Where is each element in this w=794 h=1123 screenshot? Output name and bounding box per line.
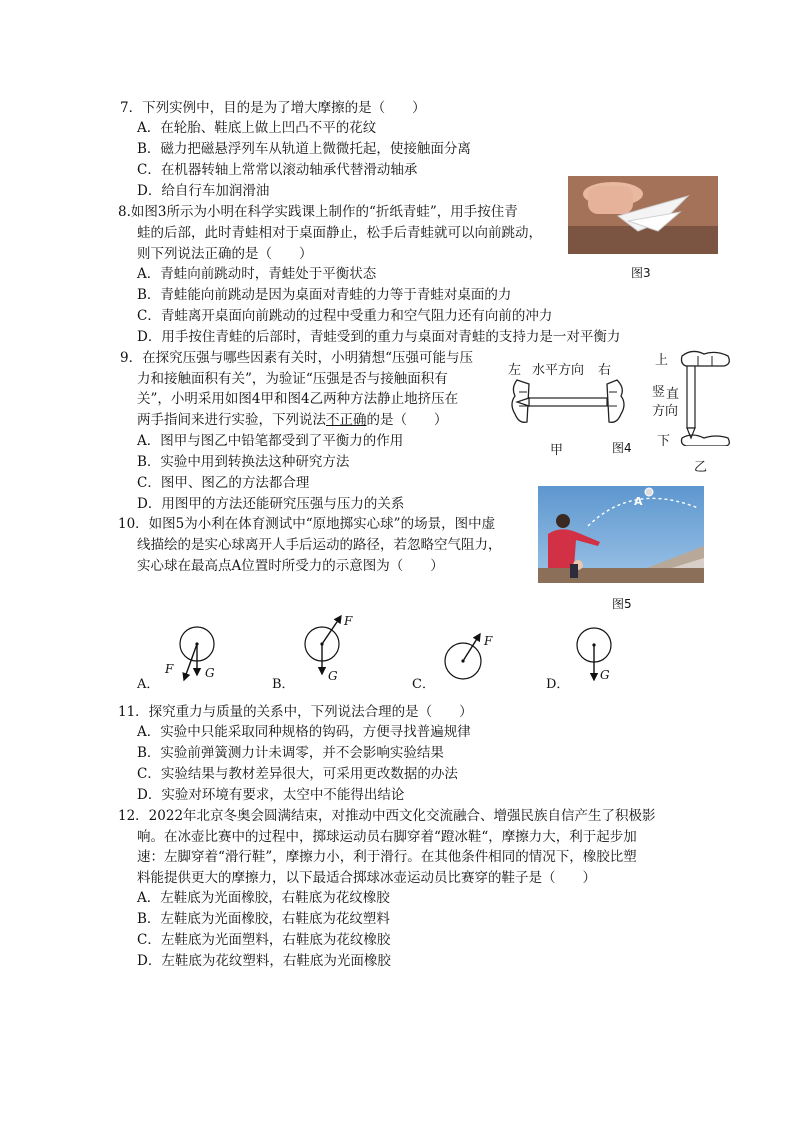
q12-option-c: C．左鞋底为光面塑料，右鞋底为花纹橡胶 [137,932,391,948]
figure-3-caption: 图3 [631,266,651,280]
q10-a-force-g: G [205,666,215,680]
q9-stem-line4-part1: 两手指间来进行实验，下列说法 [137,412,326,428]
fig4-down-label: 下 [657,434,671,449]
fig4-yi-label: 乙 [694,460,708,475]
q12-option-a: A．左鞋底为光面橡胶，右鞋底为花纹橡胶 [137,890,390,906]
q10-stem-line1: 10．如图5为小利在体育测试中“原地掷实心球”的场景，图中虚 [118,516,496,532]
q9-stem-underlined: 不正确 [326,412,367,428]
q8-option-b: B．青蛙能向前跳动是因为桌面对青蛙的力等于青蛙对桌面的力 [137,287,512,303]
fig4-right-label: 右 [598,363,612,378]
fig4-up-label: 上 [655,353,669,368]
q10-d-force-g: G [600,668,610,682]
q8-stem-line2: 蛙的后部，此时青蛙相对于桌面静止，松手后青蛙就可以向前跳动， [137,225,542,241]
q12-option-d: D．左鞋底为花纹塑料，右鞋底为光面橡胶 [137,953,391,969]
q11-stem: 11．探究重力与质量的关系中，下列说法合理的是（ ） [118,704,473,720]
q10-b-force-f: F [344,614,353,628]
q9-stem-line1: 9．在探究压强与哪些因素有关时，小明猜想“压强可能与压 [120,350,473,366]
figure-5-photo [538,486,704,583]
q7-option-d: D．给自行车加润滑油 [137,183,270,199]
q10-option-a-label: A． [137,677,160,692]
q7-option-c: C．在机器转轴上常常以滚动轴承代替滑动轴承 [137,162,418,178]
fig4-jia-label: 甲 [550,443,564,458]
q10-stem-line2: 线描绘的是实心球离开人手后运动的路径，若忽略空气阻力， [137,537,502,553]
q10-option-c-label: C． [412,677,435,692]
q9-stem-line4-part2: 的是（ ） [366,412,448,428]
q11-option-c: C．实验结果与教材差异很大，可采用更改数据的办法 [137,766,458,782]
figure-4-caption: 图4 [612,441,632,455]
q12-stem-line3: 速：左脚穿着“滑行鞋”，摩擦力小，利于滑行。在其他条件相同的情况下，橡胶比塑 [137,849,637,865]
q11-option-d: D．实验对环境有要求，太空中不能得出结论 [137,787,405,803]
q10-option-c-diagram [438,628,508,688]
q12-option-b: B．左鞋底为光面橡胶，右鞋底为花纹塑料 [137,911,390,927]
paper-frog-illustration [568,176,718,254]
figure-5-caption: 图5 [612,597,632,611]
fig4-yi-diagram [676,346,736,446]
q12-stem-line2: 响。在冰壶比赛中的过程中，掷球运动员右脚穿着“蹬冰鞋“，摩擦力大，利于起步加 [137,829,637,845]
q12-stem-line4: 料能提供更大的摩擦力，以下最适合掷球冰壶运动员比赛穿的鞋子是（ ） [137,870,596,886]
fig4-vertical-label-1: 竖 [652,385,666,400]
figure-3-photo [568,176,718,254]
q8-stem-line3: 则下列说法正确的是（ ） [137,246,313,262]
q10-stem-line3: 实心球在最高点A位置时所受力的示意图为（ ） [137,558,444,574]
q7-option-a: A．在轮胎、鞋底上做上凹凸不平的花纹 [137,120,377,136]
fig4-vertical-label-3: 方向 [652,404,679,419]
fig5-point-a-label: A [634,495,643,508]
q10-option-a-diagram [160,620,230,690]
q7-option-b: B．磁力把磁悬浮列车从轨道上微微托起，使接触面分离 [137,141,471,157]
q9-stem-line3: 关”，小明采用如图4甲和图4乙两种方法静止地挤压在 [137,391,459,407]
q10-c-force-f: F [484,634,493,648]
q7-stem: 7．下列实例中，目的是为了增大摩擦的是（ ） [120,100,426,116]
q8-stem-line1: 8.如图3所示为小明在科学实践课上制作的“折纸青蛙”，用手按住青 [118,204,518,220]
q8-option-c: C．青蛙离开桌面向前跳动的过程中受重力和空气阻力还有向前的冲力 [137,308,553,324]
shot-put-scene [538,486,704,583]
q10-b-force-g: G [328,669,338,683]
q9-option-a: A．图甲与图乙中铅笔都受到了平衡力的作用 [137,433,404,449]
fig4-left-label: 左 [508,363,522,378]
q10-a-force-f: F [165,662,174,676]
q10-option-b-label: B． [272,677,295,692]
q9-option-b: B．实验中用到转换法这种研究方法 [137,454,350,470]
q8-option-a: A．青蛙向前跳动时，青蛙处于平衡状态 [137,266,377,282]
q9-option-d: D．用图甲的方法还能研究压强与压力的关系 [137,496,405,512]
q9-stem-line2: 力和接触面积有关”，为验证“压强是否与接触面积有 [137,371,448,387]
q9-stem-line4 [137,411,448,429]
fig4-horizontal-label: 水平方向 [532,363,585,378]
fig4-jia-diagram [505,374,635,434]
q12-stem-line1: 12．2022年北京冬奥会圆满结束，对推动中西文化交流融合、增强民族自信产生了积极影 [118,808,656,824]
fig4-vertical-label-2: 直 [666,387,680,402]
q8-option-d: D．用手按住青蛙的后部时，青蛙受到的重力与桌面对青蛙的支持力是一对平衡力 [137,329,621,345]
q11-option-a: A．实验中只能采取同种规格的钩码，方便寻找普遍规律 [137,724,471,740]
q11-option-b: B．实验前弹簧测力计未调零，并不会影响实验结果 [137,745,444,761]
q9-option-c: C．图甲、图乙的方法都合理 [137,475,310,491]
q10-option-d-label: D． [546,677,570,692]
